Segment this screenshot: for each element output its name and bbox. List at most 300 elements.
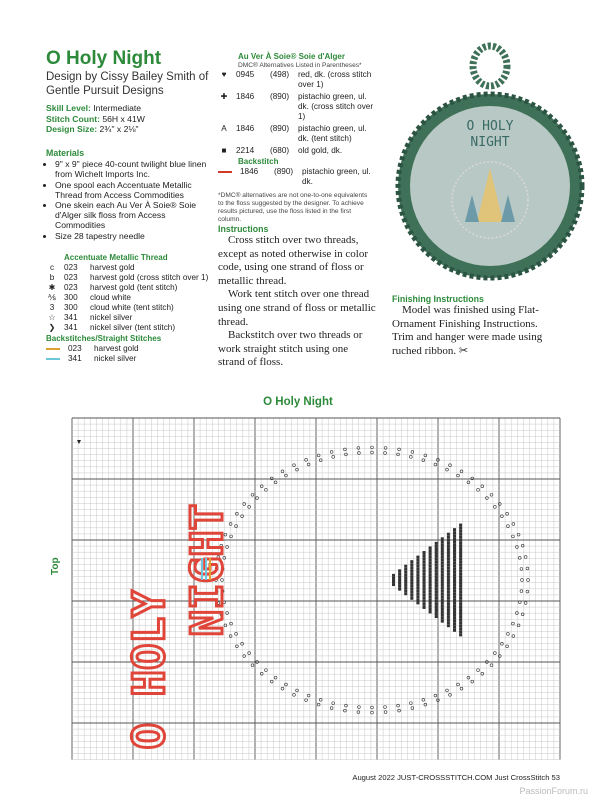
top-label: Top (50, 557, 61, 575)
key-number: 1846 (236, 124, 255, 133)
tree-stitch-mark (441, 565, 444, 568)
tree-stitch-mark (429, 589, 432, 592)
tree-stitch-mark (459, 545, 462, 548)
tree-stitch-mark (416, 592, 419, 595)
key-number: 023 (68, 344, 82, 353)
key-symbol: ♥ (221, 70, 227, 79)
tree-stitch-mark (441, 568, 444, 571)
ring-stitch-mark (457, 683, 460, 686)
tree-stitch-mark (453, 595, 456, 598)
tree-stitch-mark (410, 572, 413, 575)
ring-stitch-mark (506, 512, 509, 515)
ornament-text-1: O HOLY (466, 119, 514, 134)
backstitch-swatch-red (218, 171, 232, 187)
ring-stitch-mark (398, 709, 401, 712)
accentuate-key (46, 253, 218, 364)
materials-block (46, 148, 218, 241)
tree-stitch-mark (441, 543, 444, 546)
ring-stitch-mark (493, 505, 496, 508)
tree-stitch-mark (410, 585, 413, 588)
key-symbol: ☆ (48, 313, 56, 322)
ring-stitch-mark (330, 707, 333, 710)
key-number: 023 (64, 283, 78, 292)
material-item: • One spool each Accentuate Metallic Thread from Access Commodities (55, 180, 218, 200)
tree-stitch-mark (398, 578, 401, 581)
ring-stitch-mark (434, 463, 437, 466)
ring-stitch-mark (501, 515, 504, 518)
tree-stitch-mark (435, 612, 438, 615)
tree-stitch-mark (435, 575, 438, 578)
tree-stitch-mark (441, 571, 444, 574)
ring-stitch-mark (236, 512, 239, 515)
tree-stitch-mark (404, 577, 407, 580)
tree-stitch-mark (453, 562, 456, 565)
ring-stitch-mark (319, 459, 322, 462)
tree-stitch-mark (441, 607, 444, 610)
backstitch-swatch-silver (46, 358, 60, 364)
tree-stitch-mark (447, 582, 450, 585)
tree-stitch-mark (429, 598, 432, 601)
chart-title: O Holy Night (263, 396, 333, 408)
tree-stitch-mark (447, 551, 450, 554)
chart-marks (215, 446, 530, 714)
tree-stitch-mark (398, 585, 401, 588)
tree-stitch-mark (453, 629, 456, 632)
tree-stitch-mark (423, 588, 426, 591)
tree-stitch-mark (459, 533, 462, 536)
ring-stitch-mark (251, 664, 254, 667)
tree-stitch-mark (453, 568, 456, 571)
tree-stitch-mark (416, 586, 419, 589)
tree-stitch-mark (410, 591, 413, 594)
tree-stitch-mark (416, 565, 419, 568)
instructions-paragraph: Cross stitch over two threads, except as noted otherwise in color code, using one strand of floss or metallic thread. (218, 234, 368, 287)
stitch-chart (62, 410, 562, 760)
key-desc: pistachio green, ul. dk. (tent stitch) (298, 124, 367, 143)
tree-stitch-mark (447, 615, 450, 618)
ring-stitch-mark (506, 645, 509, 648)
ring-stitch-mark (248, 652, 251, 655)
tree-stitch-mark (453, 580, 456, 583)
tree-stitch-mark (398, 575, 401, 578)
tree-stitch-mark (404, 574, 407, 577)
tree-stitch-mark (453, 534, 456, 537)
ring-stitch-mark (358, 452, 361, 455)
watermark: PassionForum.ru (519, 786, 588, 796)
tree-stitch-mark (429, 559, 432, 562)
specs-block (46, 103, 145, 135)
ring-stitch-mark (248, 505, 251, 508)
tree-stitch-mark (404, 589, 407, 592)
ring-stitch-mark (422, 459, 425, 462)
size-label: Design Size: (46, 124, 98, 134)
tree-stitch-mark (410, 582, 413, 585)
key-desc: nickel silver (94, 354, 137, 363)
ring-stitch-mark (265, 669, 268, 672)
tree-stitch-mark (459, 530, 462, 533)
key-number: 023 (64, 263, 78, 272)
ring-stitch-mark (357, 447, 360, 450)
article-title: O Holy Night (46, 48, 162, 69)
tree-stitch-mark (453, 577, 456, 580)
tree-stitch-mark (435, 606, 438, 609)
tree-stitch-mark (459, 585, 462, 588)
silk-heading: Au Ver À Soie® Soie d'Alger (238, 52, 345, 61)
tree-stitch-mark (459, 624, 462, 627)
key-desc: pistachio green, ul. dk. (cross stitch over 1) (298, 92, 374, 121)
tree-stitch-mark (435, 594, 438, 597)
key-number: 341 (64, 323, 78, 332)
accentuate-heading: Accentuate Metallic Thread (64, 253, 168, 262)
tree-stitch-mark (453, 565, 456, 568)
key-number: 2214 (236, 146, 255, 155)
key-symbol: c (49, 263, 55, 272)
backstitch-heading: Backstitches/Straight Stitches (46, 334, 162, 343)
tree-stitch-mark (435, 548, 438, 551)
top-arrow-icon (77, 440, 81, 444)
tree-stitch-mark (447, 594, 450, 597)
tree-stitch-mark (404, 571, 407, 574)
key-desc: nickel silver (tent stitch) (90, 323, 176, 332)
tree-stitch-mark (416, 574, 419, 577)
tree-stitch-mark (459, 621, 462, 624)
tree-stitch-mark (429, 574, 432, 577)
ring-stitch-mark (285, 474, 288, 477)
tree-stitch-mark (429, 556, 432, 559)
tree-stitch-mark (441, 537, 444, 540)
tree-stitch-mark (435, 591, 438, 594)
ring-stitch-mark (512, 523, 515, 526)
ring-stitch-mark (384, 711, 387, 714)
ring-stitch-mark (235, 525, 238, 528)
tree-stitch-mark (441, 611, 444, 614)
ring-stitch-mark (344, 709, 347, 712)
key-number: 300 (64, 303, 78, 312)
tree-stitch-mark (435, 585, 438, 588)
ring-stitch-mark (517, 533, 520, 536)
tree-stitch-mark (447, 609, 450, 612)
tree-stitch-mark (398, 569, 401, 572)
tree-stitch-mark (410, 566, 413, 569)
tree-stitch-mark (429, 611, 432, 614)
tree-stitch-mark (429, 553, 432, 556)
tree-stitch-mark (429, 583, 432, 586)
chart-letters-oholy: O HOLY (124, 590, 175, 750)
tree-stitch-mark (404, 583, 407, 586)
tree-stitch-mark (441, 589, 444, 592)
tree-stitch-mark (423, 606, 426, 609)
tree-stitch-mark (453, 607, 456, 610)
tree-stitch-mark (441, 577, 444, 580)
instructions-heading: Instructions (218, 224, 269, 234)
tree-stitch-mark (435, 597, 438, 600)
key-desc: pistachio green, ul. dk. (302, 167, 371, 186)
ring-stitch-mark (409, 702, 412, 705)
tree-stitch-mark (441, 598, 444, 601)
tree-stitch-mark (429, 607, 432, 610)
tree-stitch-mark (459, 591, 462, 594)
tree-stitch-mark (441, 553, 444, 556)
tree-stitch-mark (447, 539, 450, 542)
key-number: 341 (68, 354, 82, 363)
ornament-photo (385, 40, 590, 290)
tree-stitch-mark (416, 577, 419, 580)
tree-stitch-mark (435, 572, 438, 575)
tree-stitch-mark (435, 566, 438, 569)
ring-stitch-mark (243, 503, 246, 506)
tree-stitch-mark (429, 601, 432, 604)
tree-stitch-mark (429, 580, 432, 583)
tree-stitch-mark (459, 542, 462, 545)
tree-stitch-mark (447, 597, 450, 600)
ring-stitch-mark (493, 652, 496, 655)
tree-stitch-mark (453, 617, 456, 620)
tree-stitch-mark (410, 594, 413, 597)
material-item: • Size 28 tapestry needle (55, 231, 218, 241)
ring-stitch-mark (422, 698, 425, 701)
tree-stitch-mark (459, 618, 462, 621)
tree-stitch-mark (435, 563, 438, 566)
tree-stitch-mark (441, 595, 444, 598)
tree-stitch-mark (398, 582, 401, 585)
tree-stitch-mark (453, 550, 456, 553)
tree-stitch-mark (459, 588, 462, 591)
tree-stitch-mark (447, 600, 450, 603)
tree-stitch-mark (435, 545, 438, 548)
key-symbol: 3 (49, 303, 55, 312)
tree-stitch-mark (453, 623, 456, 626)
tree-stitch-mark (459, 560, 462, 563)
key-number: 0945 (236, 70, 255, 79)
tree-stitch-mark (416, 589, 419, 592)
materials-heading: Materials (46, 148, 85, 158)
ring-stitch-mark (521, 544, 524, 547)
tree-stitch-mark (441, 550, 444, 553)
tree-stitch-mark (435, 554, 438, 557)
tree-stitch-mark (423, 557, 426, 560)
tree-stitch-mark (447, 618, 450, 621)
tree-stitch-mark (404, 565, 407, 568)
tree-stitch-mark (392, 577, 395, 580)
tree-stitch-mark (423, 566, 426, 569)
key-symbol: ⅍ (48, 293, 56, 302)
tree-stitch-mark (447, 569, 450, 572)
tree-stitch-mark (429, 565, 432, 568)
tree-stitch-mark (447, 557, 450, 560)
key-desc: harvest gold (94, 344, 139, 353)
tree-stitch-mark (459, 575, 462, 578)
key-dmc: (890) (274, 167, 294, 176)
ring-stitch-mark (411, 451, 414, 454)
count-value: 56H x 41W (102, 113, 145, 124)
page-footer: August 2022 JUST-CROSSSTITCH.COM Just CrossStitch 53 (352, 773, 560, 782)
tree-stitch-mark (410, 597, 413, 600)
ring-stitch-mark (251, 493, 254, 496)
tree-stitch-mark (459, 554, 462, 557)
ring-stitch-mark (256, 497, 259, 500)
tree-stitch-mark (410, 575, 413, 578)
ring-stitch-mark (296, 689, 299, 692)
tree-stitch-mark (447, 591, 450, 594)
tree-stitch-mark (435, 609, 438, 612)
tree-stitch-mark (459, 539, 462, 542)
tree-stitch-mark (453, 586, 456, 589)
tree-stitch-mark (416, 583, 419, 586)
ring-stitch-mark (384, 706, 387, 709)
ring-stitch-mark (524, 556, 527, 559)
tree-stitch-mark (416, 568, 419, 571)
ring-stitch-mark (477, 488, 480, 491)
ring-stitch-mark (270, 680, 273, 683)
ring-stitch-mark (524, 602, 527, 605)
ring-stitch-mark (520, 567, 523, 570)
key-dmc: (680) (270, 146, 290, 155)
ring-stitch-mark (411, 707, 414, 710)
tree-stitch-mark (392, 583, 395, 586)
tree-stitch-mark (447, 542, 450, 545)
tree-stitch-mark (404, 592, 407, 595)
tree-stitch-mark (410, 560, 413, 563)
tree-stitch-mark (404, 580, 407, 583)
ring-stitch-mark (236, 645, 239, 648)
tree-stitch-mark (416, 571, 419, 574)
tree-stitch-mark (429, 595, 432, 598)
tree-stitch-mark (447, 612, 450, 615)
tree-stitch-mark (416, 562, 419, 565)
tree-stitch-mark (423, 600, 426, 603)
ring-stitch-mark (526, 590, 529, 593)
tree-stitch-mark (441, 580, 444, 583)
tree-stitch-mark (459, 630, 462, 633)
tree-stitch-mark (459, 524, 462, 527)
tree-stitch-mark (447, 560, 450, 563)
ring-stitch-mark (293, 464, 296, 467)
ring-stitch-mark (512, 535, 515, 538)
tree-stitch-mark (459, 563, 462, 566)
tree-stitch-mark (416, 595, 419, 598)
key-dmc: (890) (270, 124, 290, 133)
tree-stitch-mark (435, 600, 438, 603)
tree-stitch-mark (410, 563, 413, 566)
ring-stitch-mark (477, 669, 480, 672)
instructions-paragraph: Backstitch over two threads or work straight stitch using one strand of floss. (218, 329, 363, 369)
ring-stitch-mark (446, 689, 449, 692)
ring-stitch-mark (520, 590, 523, 593)
tree-stitch-mark (453, 528, 456, 531)
tree-stitch-mark (435, 603, 438, 606)
ring-stitch-mark (241, 515, 244, 518)
tree-stitch-mark (435, 615, 438, 618)
tree-stitch-mark (459, 572, 462, 575)
tree-stitch-mark (459, 566, 462, 569)
material-item: • 9" x 9" piece 40-count twilight blue linen from Wichelt Imports Inc. (55, 159, 218, 179)
tree-stitch-mark (447, 563, 450, 566)
key-number: 341 (64, 313, 78, 322)
tree-stitch-mark (435, 569, 438, 572)
tree-stitch-mark (459, 594, 462, 597)
tree-stitch-mark (435, 588, 438, 591)
finishing-text: Model was finished using Flat-Ornament Finishing Instructions. Trim and hanger were made using ruched ribbon. ✂ (392, 304, 543, 357)
tree-stitch-mark (435, 560, 438, 563)
tree-stitch-mark (441, 562, 444, 565)
ring-stitch-mark (457, 474, 460, 477)
tree-stitch-mark (453, 614, 456, 617)
tree-stitch-mark (441, 559, 444, 562)
tree-stitch-mark (441, 601, 444, 604)
tree-stitch-mark (410, 588, 413, 591)
tree-stitch-mark (453, 531, 456, 534)
tree-stitch-mark (416, 556, 419, 559)
tree-stitch-mark (429, 568, 432, 571)
instructions-paragraph: Work tent stitch over one thread using one strand of floss or metallic thread. (218, 288, 376, 328)
key-symbol: ❯ (48, 323, 56, 332)
tree-stitch-mark (453, 598, 456, 601)
tree-stitch-mark (459, 600, 462, 603)
tree-stitch-mark (453, 604, 456, 607)
tree-stitch-mark (459, 612, 462, 615)
tree-stitch-mark (447, 621, 450, 624)
tree-stitch-mark (441, 540, 444, 543)
key-desc: harvest gold (90, 263, 135, 272)
tree-stitch-mark (447, 578, 450, 581)
tree-stitch-mark (423, 594, 426, 597)
tree-stitch-mark (416, 601, 419, 604)
ring-stitch-mark (384, 447, 387, 450)
tree-stitch-mark (459, 557, 462, 560)
key-symbol: ✚ (220, 92, 228, 101)
tree-stitch-mark (453, 553, 456, 556)
tree-stitch-mark (435, 582, 438, 585)
tree-stitch-mark (447, 548, 450, 551)
tree-stitch-mark (453, 546, 456, 549)
ring-stitch-mark (319, 698, 322, 701)
key-dmc: (890) (270, 92, 290, 101)
tree-stitch-mark (459, 582, 462, 585)
tree-stitch-mark (459, 627, 462, 630)
key-number: 023 (64, 273, 78, 282)
key-number: 300 (64, 293, 78, 302)
tree-stitch-mark (453, 574, 456, 577)
tree-stitch-mark (429, 604, 432, 607)
tree-stitch-mark (453, 583, 456, 586)
ring-stitch-mark (471, 680, 474, 683)
tree-stitch-mark (429, 550, 432, 553)
tree-stitch-mark (441, 614, 444, 617)
ring-stitch-mark (285, 683, 288, 686)
tree-stitch-mark (447, 585, 450, 588)
ring-stitch-mark (296, 468, 299, 471)
tree-stitch-mark (423, 597, 426, 600)
ring-stitch-mark (512, 622, 515, 625)
tree-stitch-mark (459, 597, 462, 600)
ring-stitch-mark (507, 632, 510, 635)
tree-stitch-mark (453, 540, 456, 543)
tree-stitch-mark (459, 527, 462, 530)
tree-stitch-mark (423, 551, 426, 554)
tree-stitch-mark (459, 578, 462, 581)
tree-stitch-mark (429, 586, 432, 589)
key-symbol: A (221, 124, 227, 133)
tree-stitch-mark (441, 617, 444, 620)
ring-stitch-mark (526, 567, 529, 570)
key-desc: old gold, dk. (298, 146, 343, 155)
material-item: • One skein each Au Ver À Soie® Soie d'Alger silk floss from Access Commodities (55, 200, 218, 231)
tree-stitch-mark (459, 536, 462, 539)
tree-stitch-mark (453, 626, 456, 629)
tree-stitch-mark (447, 533, 450, 536)
ring-stitch-mark (307, 463, 310, 466)
ring-stitch-mark (274, 481, 277, 484)
